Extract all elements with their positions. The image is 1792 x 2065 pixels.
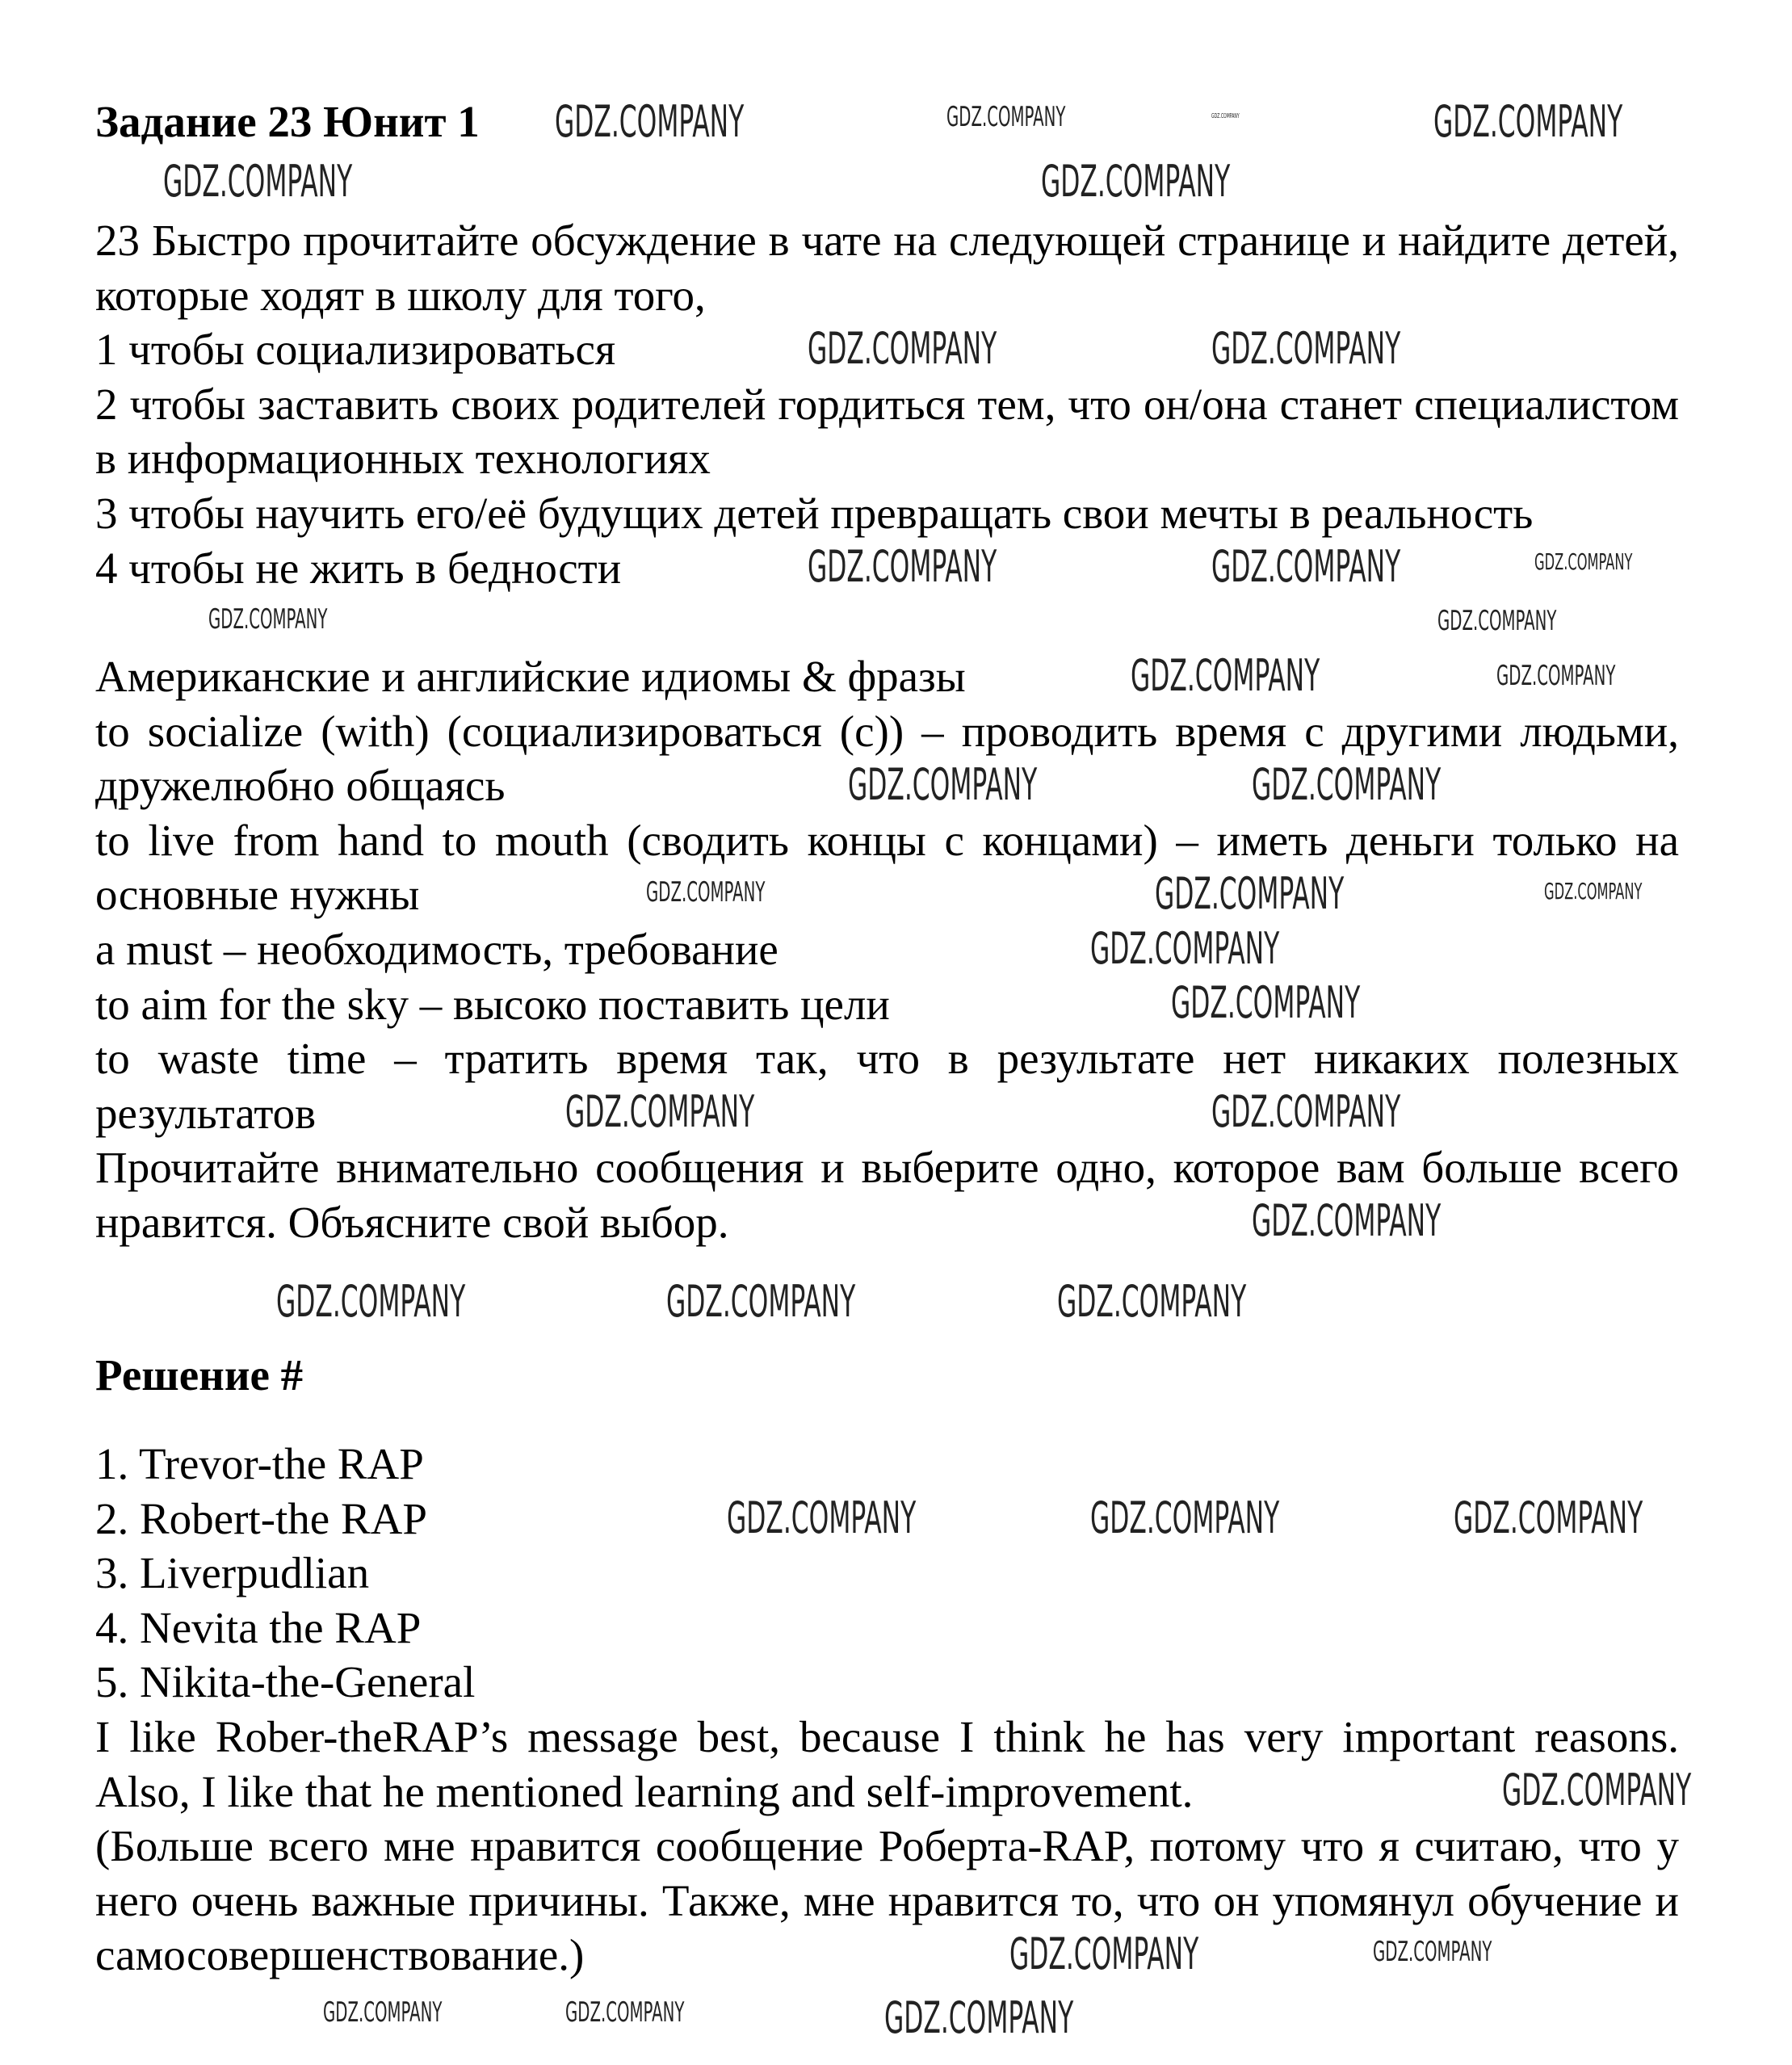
watermark: GDZ.COMPANY [1252,759,1442,810]
answer-english: I like Rober-theRAP’s message best, because I think he has very important reasons. Also, I like that he mentioned learning and self-improvement. [95,1711,1679,1816]
idiom-item: a must – необходимость, требование [95,924,778,974]
idioms-heading: Американские и английские идиомы & фразы [95,652,966,701]
watermark: GDZ.COMPANY [1211,541,1401,592]
watermark: GDZ.COMPANY [1155,868,1345,919]
watermark: GDZ.COMPANY [1009,1929,1199,1979]
watermark: GDZ.COMPANY [1090,1492,1280,1543]
watermark: GDZ.COMPANY [646,876,766,909]
task-intro: 23 Быстро прочитайте обсуждение в чате на следующей странице и найдите детей, которые ходят в школу для того, [95,216,1679,320]
watermark: GDZ.COMPANY [1171,977,1361,1028]
solution-heading: Решение # [95,1350,304,1400]
watermark: GDZ.COMPANY [848,759,1038,810]
watermark: GDZ.COMPANY [1057,1276,1247,1327]
idiom-item: to waste time – тратить время так, что в результате нет никаких полезных результатов [95,1034,1679,1138]
watermark: GDZ.COMPANY [1433,96,1623,147]
watermark: GDZ.COMPANY [727,1492,917,1543]
watermark: GDZ.COMPANY [808,541,997,592]
watermark: GDZ.COMPANY [276,1276,466,1327]
answer-item: 2. Robert-the RAP [95,1493,427,1543]
idiom-item: to live from hand to mouth (сводить концы с концами) – иметь деньги только на основные нужны [95,815,1679,920]
watermark: GDZ.COMPANY [1534,548,1633,575]
task-section [95,213,1679,595]
page-title: Задание 23 Юнит 1 [95,97,480,146]
watermark: GDZ.COMPANY [163,156,353,207]
answer-item: 5. Nikita-the-General [95,1657,476,1707]
idiom-item: to socialize (with) (социализироваться (с)) – проводить время с другими людьми, дружелюбно общаясь [95,706,1679,811]
watermark: GDZ.COMPANY [946,101,1066,133]
watermark: GDZ.COMPANY [1373,1936,1492,1968]
watermark: GDZ.COMPANY [1454,1492,1643,1543]
watermark: GDZ.COMPANY [808,323,997,374]
watermark: GDZ.COMPANY [1437,605,1557,637]
watermark: GDZ.COMPANY [1502,1765,1692,1815]
watermark: GDZ.COMPANY [884,1992,1074,2043]
watermark: GDZ.COMPANY [1211,112,1240,120]
task-item: 3 чтобы научить его/её будущих детей превращать свои мечты в реальность [95,488,1534,538]
watermark: GDZ.COMPANY [1496,660,1616,692]
watermark: GDZ.COMPANY [565,1996,685,2029]
watermark: GDZ.COMPANY [565,1086,755,1137]
answer-item: 4. Nevita the RAP [95,1602,422,1652]
answer-russian: (Больше всего мне нравится сообщение Роберта-RAP, потому что я считаю, что у него очень важные причины. Также, мне нравится то, что он упомянул обучение и самосовершенствование.) [95,1821,1679,1980]
watermark: GDZ.COMPANY [1211,1086,1401,1137]
watermark: GDZ.COMPANY [1252,1195,1442,1246]
answer-item: 1. Trevor-the RAP [95,1439,424,1488]
watermark: GDZ.COMPANY [208,603,328,636]
task-item: 1 чтобы социализироваться [95,325,616,375]
instruction: Прочитайте внимательно сообщения и выберите одно, которое вам больше всего нравится. Объясните свой выбор. [95,1143,1679,1247]
watermark: GDZ.COMPANY [323,1996,443,2029]
idiom-item: to aim for the sky – высоко поставить цели [95,979,890,1029]
watermark: GDZ.COMPANY [666,1276,856,1327]
idioms-section [95,649,1679,1250]
watermark: GDZ.COMPANY [1211,323,1401,374]
task-item: 2 чтобы заставить своих родителей гордиться тем, что он/она станет специалистом в информационных технологиях [95,379,1679,484]
watermark: GDZ.COMPANY [555,96,745,147]
answer-item: 3. Liverpudlian [95,1548,370,1598]
watermark: GDZ.COMPANY [1544,878,1643,904]
watermark: GDZ.COMPANY [1090,923,1280,974]
watermark: GDZ.COMPANY [1041,156,1231,207]
solution-heading-block [95,1348,1679,1403]
watermark: GDZ.COMPANY [1131,650,1320,701]
task-item: 4 чтобы не жить в бедности [95,543,622,593]
